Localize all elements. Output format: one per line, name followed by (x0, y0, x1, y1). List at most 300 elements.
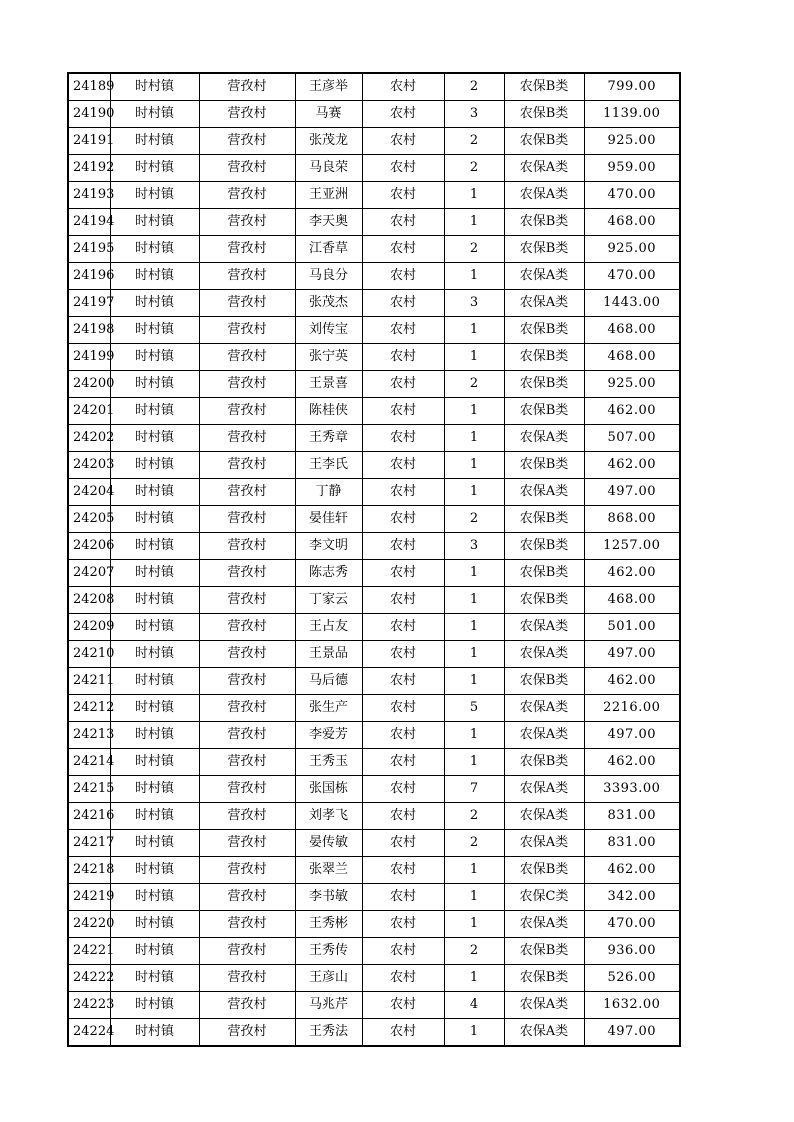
table-row (68, 587, 680, 614)
table-row (68, 911, 680, 938)
insurance-class-cell: 农保A类 (504, 155, 584, 182)
name-cell: 马后德 (295, 668, 362, 695)
insurance-class-cell: 农保A类 (504, 803, 584, 830)
name-cell: 丁静 (295, 479, 362, 506)
area-type-cell: 农村 (362, 317, 444, 344)
amount-cell: 462.00 (584, 398, 680, 425)
amount-cell: 925.00 (584, 371, 680, 398)
name-cell: 丁家云 (295, 587, 362, 614)
record-id-cell: 24193 (68, 182, 110, 209)
village-cell: 营孜村 (199, 425, 295, 452)
household-count-cell: 2 (444, 128, 504, 155)
village-cell: 营孜村 (199, 73, 295, 101)
household-count-cell: 1 (444, 263, 504, 290)
village-cell: 营孜村 (199, 209, 295, 236)
insurance-class-cell: 农保B类 (504, 938, 584, 965)
insurance-class-cell: 农保A类 (504, 1019, 584, 1047)
town-cell: 时村镇 (110, 425, 199, 452)
table-row (68, 614, 680, 641)
record-id-cell: 24201 (68, 398, 110, 425)
household-count-cell: 2 (444, 73, 504, 101)
village-cell: 营孜村 (199, 668, 295, 695)
name-cell: 马赛 (295, 101, 362, 128)
amount-cell: 462.00 (584, 452, 680, 479)
record-id-cell: 24205 (68, 506, 110, 533)
household-count-cell: 2 (444, 830, 504, 857)
name-cell: 刘传宝 (295, 317, 362, 344)
name-cell: 张宁英 (295, 344, 362, 371)
table-row (68, 290, 680, 317)
household-count-cell: 1 (444, 452, 504, 479)
record-id-cell: 24194 (68, 209, 110, 236)
record-id-cell: 24191 (68, 128, 110, 155)
insurance-class-cell: 农保A类 (504, 992, 584, 1019)
insurance-class-cell: 农保B类 (504, 560, 584, 587)
insurance-class-cell: 农保A类 (504, 695, 584, 722)
village-cell: 营孜村 (199, 290, 295, 317)
household-count-cell: 1 (444, 911, 504, 938)
town-cell: 时村镇 (110, 236, 199, 263)
area-type-cell: 农村 (362, 668, 444, 695)
name-cell: 王李氏 (295, 452, 362, 479)
area-type-cell: 农村 (362, 803, 444, 830)
area-type-cell: 农村 (362, 749, 444, 776)
record-id-cell: 24209 (68, 614, 110, 641)
table-row (68, 938, 680, 965)
household-count-cell: 7 (444, 776, 504, 803)
table-row (68, 749, 680, 776)
household-count-cell: 1 (444, 614, 504, 641)
area-type-cell: 农村 (362, 236, 444, 263)
area-type-cell: 农村 (362, 263, 444, 290)
household-count-cell: 1 (444, 560, 504, 587)
table-row (68, 506, 680, 533)
amount-cell: 468.00 (584, 587, 680, 614)
household-count-cell: 1 (444, 425, 504, 452)
household-count-cell: 1 (444, 749, 504, 776)
area-type-cell: 农村 (362, 182, 444, 209)
village-cell: 营孜村 (199, 128, 295, 155)
amount-cell: 497.00 (584, 641, 680, 668)
area-type-cell: 农村 (362, 73, 444, 101)
table-body (68, 73, 680, 1046)
record-id-cell: 24204 (68, 479, 110, 506)
household-count-cell: 1 (444, 587, 504, 614)
record-id-cell: 24211 (68, 668, 110, 695)
town-cell: 时村镇 (110, 317, 199, 344)
name-cell: 马良分 (295, 263, 362, 290)
insurance-class-cell: 农保B类 (504, 209, 584, 236)
insurance-class-cell: 农保B类 (504, 857, 584, 884)
amount-cell: 868.00 (584, 506, 680, 533)
record-id-cell: 24196 (68, 263, 110, 290)
amount-cell: 462.00 (584, 560, 680, 587)
town-cell: 时村镇 (110, 371, 199, 398)
record-id-cell: 24210 (68, 641, 110, 668)
area-type-cell: 农村 (362, 344, 444, 371)
insurance-class-cell: 农保B类 (504, 128, 584, 155)
insurance-class-cell: 农保A类 (504, 290, 584, 317)
town-cell: 时村镇 (110, 73, 199, 101)
name-cell: 江香草 (295, 236, 362, 263)
household-count-cell: 2 (444, 938, 504, 965)
insurance-class-cell: 农保B类 (504, 317, 584, 344)
record-id-cell: 24219 (68, 884, 110, 911)
table-row (68, 560, 680, 587)
record-id-cell: 24206 (68, 533, 110, 560)
amount-cell: 342.00 (584, 884, 680, 911)
household-count-cell: 2 (444, 155, 504, 182)
insurance-class-cell: 农保B类 (504, 965, 584, 992)
name-cell: 陈志秀 (295, 560, 362, 587)
name-cell: 陈桂侠 (295, 398, 362, 425)
town-cell: 时村镇 (110, 911, 199, 938)
amount-cell: 468.00 (584, 344, 680, 371)
household-count-cell: 1 (444, 398, 504, 425)
household-count-cell: 1 (444, 965, 504, 992)
village-cell: 营孜村 (199, 803, 295, 830)
household-count-cell: 3 (444, 101, 504, 128)
area-type-cell: 农村 (362, 965, 444, 992)
record-id-cell: 24214 (68, 749, 110, 776)
name-cell: 王秀玉 (295, 749, 362, 776)
amount-cell: 1257.00 (584, 533, 680, 560)
record-id-cell: 24199 (68, 344, 110, 371)
insurance-class-cell: 农保B类 (504, 73, 584, 101)
town-cell: 时村镇 (110, 344, 199, 371)
area-type-cell: 农村 (362, 452, 444, 479)
amount-cell: 507.00 (584, 425, 680, 452)
record-id-cell: 24217 (68, 830, 110, 857)
record-id-cell: 24195 (68, 236, 110, 263)
insurance-class-cell: 农保B类 (504, 236, 584, 263)
village-cell: 营孜村 (199, 749, 295, 776)
table-row (68, 803, 680, 830)
village-cell: 营孜村 (199, 965, 295, 992)
town-cell: 时村镇 (110, 587, 199, 614)
name-cell: 李爱芳 (295, 722, 362, 749)
area-type-cell: 农村 (362, 722, 444, 749)
table-row (68, 371, 680, 398)
village-cell: 营孜村 (199, 398, 295, 425)
name-cell: 王彦山 (295, 965, 362, 992)
table-row (68, 641, 680, 668)
town-cell: 时村镇 (110, 263, 199, 290)
table-row (68, 398, 680, 425)
record-id-cell: 24189 (68, 73, 110, 101)
insurance-class-cell: 农保B类 (504, 344, 584, 371)
area-type-cell: 农村 (362, 884, 444, 911)
table-row (68, 695, 680, 722)
area-type-cell: 农村 (362, 587, 444, 614)
amount-cell: 1443.00 (584, 290, 680, 317)
insurance-class-cell: 农保B类 (504, 506, 584, 533)
table-row (68, 209, 680, 236)
town-cell: 时村镇 (110, 776, 199, 803)
household-count-cell: 3 (444, 290, 504, 317)
name-cell: 王亚洲 (295, 182, 362, 209)
amount-cell: 470.00 (584, 263, 680, 290)
village-cell: 营孜村 (199, 344, 295, 371)
name-cell: 张生产 (295, 695, 362, 722)
name-cell: 王秀章 (295, 425, 362, 452)
name-cell: 马兆芹 (295, 992, 362, 1019)
amount-cell: 470.00 (584, 911, 680, 938)
name-cell: 晏佳轩 (295, 506, 362, 533)
village-cell: 营孜村 (199, 722, 295, 749)
amount-cell: 462.00 (584, 668, 680, 695)
town-cell: 时村镇 (110, 560, 199, 587)
area-type-cell: 农村 (362, 128, 444, 155)
name-cell: 王占友 (295, 614, 362, 641)
name-cell: 王景品 (295, 641, 362, 668)
area-type-cell: 农村 (362, 992, 444, 1019)
household-count-cell: 3 (444, 533, 504, 560)
amount-cell: 3393.00 (584, 776, 680, 803)
amount-cell: 462.00 (584, 857, 680, 884)
town-cell: 时村镇 (110, 641, 199, 668)
village-cell: 营孜村 (199, 236, 295, 263)
amount-cell: 470.00 (584, 182, 680, 209)
amount-cell: 468.00 (584, 317, 680, 344)
record-id-cell: 24198 (68, 317, 110, 344)
amount-cell: 497.00 (584, 722, 680, 749)
record-id-cell: 24207 (68, 560, 110, 587)
village-cell: 营孜村 (199, 857, 295, 884)
amount-cell: 936.00 (584, 938, 680, 965)
area-type-cell: 农村 (362, 560, 444, 587)
town-cell: 时村镇 (110, 506, 199, 533)
household-count-cell: 5 (444, 695, 504, 722)
amount-cell: 799.00 (584, 73, 680, 101)
village-cell: 营孜村 (199, 641, 295, 668)
village-cell: 营孜村 (199, 479, 295, 506)
record-id-cell: 24202 (68, 425, 110, 452)
household-count-cell: 2 (444, 236, 504, 263)
village-cell: 营孜村 (199, 317, 295, 344)
table-row (68, 317, 680, 344)
household-count-cell: 1 (444, 479, 504, 506)
area-type-cell: 农村 (362, 209, 444, 236)
record-id-cell: 24192 (68, 155, 110, 182)
village-cell: 营孜村 (199, 911, 295, 938)
town-cell: 时村镇 (110, 614, 199, 641)
town-cell: 时村镇 (110, 101, 199, 128)
name-cell: 王秀法 (295, 1019, 362, 1047)
table-row (68, 533, 680, 560)
town-cell: 时村镇 (110, 749, 199, 776)
insurance-class-cell: 农保A类 (504, 911, 584, 938)
record-id-cell: 24213 (68, 722, 110, 749)
table-row (68, 128, 680, 155)
town-cell: 时村镇 (110, 857, 199, 884)
insurance-class-cell: 农保A类 (504, 776, 584, 803)
insurance-class-cell: 农保A类 (504, 263, 584, 290)
town-cell: 时村镇 (110, 290, 199, 317)
table-row (68, 182, 680, 209)
name-cell: 李书敏 (295, 884, 362, 911)
table-row (68, 101, 680, 128)
area-type-cell: 农村 (362, 776, 444, 803)
amount-cell: 925.00 (584, 236, 680, 263)
table-row (68, 965, 680, 992)
village-cell: 营孜村 (199, 452, 295, 479)
area-type-cell: 农村 (362, 695, 444, 722)
village-cell: 营孜村 (199, 263, 295, 290)
town-cell: 时村镇 (110, 722, 199, 749)
table-row (68, 884, 680, 911)
amount-cell: 526.00 (584, 965, 680, 992)
area-type-cell: 农村 (362, 641, 444, 668)
insurance-class-cell: 农保A类 (504, 614, 584, 641)
town-cell: 时村镇 (110, 1019, 199, 1047)
amount-cell: 925.00 (584, 128, 680, 155)
records-table (67, 72, 681, 1047)
insurance-class-cell: 农保B类 (504, 749, 584, 776)
household-count-cell: 1 (444, 857, 504, 884)
village-cell: 营孜村 (199, 182, 295, 209)
table-row (68, 479, 680, 506)
insurance-class-cell: 农保B类 (504, 668, 584, 695)
name-cell: 张茂龙 (295, 128, 362, 155)
record-id-cell: 24222 (68, 965, 110, 992)
village-cell: 营孜村 (199, 560, 295, 587)
household-count-cell: 2 (444, 506, 504, 533)
record-id-cell: 24215 (68, 776, 110, 803)
household-count-cell: 4 (444, 992, 504, 1019)
record-id-cell: 24224 (68, 1019, 110, 1047)
village-cell: 营孜村 (199, 1019, 295, 1047)
village-cell: 营孜村 (199, 695, 295, 722)
area-type-cell: 农村 (362, 425, 444, 452)
town-cell: 时村镇 (110, 938, 199, 965)
record-id-cell: 24203 (68, 452, 110, 479)
amount-cell: 497.00 (584, 479, 680, 506)
village-cell: 营孜村 (199, 992, 295, 1019)
village-cell: 营孜村 (199, 614, 295, 641)
name-cell: 王景喜 (295, 371, 362, 398)
insurance-class-cell: 农保B类 (504, 371, 584, 398)
village-cell: 营孜村 (199, 938, 295, 965)
town-cell: 时村镇 (110, 884, 199, 911)
name-cell: 张国栋 (295, 776, 362, 803)
insurance-class-cell: 农保A类 (504, 425, 584, 452)
household-count-cell: 1 (444, 209, 504, 236)
village-cell: 营孜村 (199, 371, 295, 398)
village-cell: 营孜村 (199, 884, 295, 911)
name-cell: 王秀彬 (295, 911, 362, 938)
town-cell: 时村镇 (110, 182, 199, 209)
record-id-cell: 24212 (68, 695, 110, 722)
area-type-cell: 农村 (362, 398, 444, 425)
record-id-cell: 24220 (68, 911, 110, 938)
village-cell: 营孜村 (199, 506, 295, 533)
record-id-cell: 24197 (68, 290, 110, 317)
record-id-cell: 24216 (68, 803, 110, 830)
town-cell: 时村镇 (110, 155, 199, 182)
amount-cell: 497.00 (584, 1019, 680, 1047)
area-type-cell: 农村 (362, 101, 444, 128)
table-row (68, 722, 680, 749)
amount-cell: 501.00 (584, 614, 680, 641)
insurance-class-cell: 农保A类 (504, 641, 584, 668)
town-cell: 时村镇 (110, 830, 199, 857)
table-row (68, 236, 680, 263)
name-cell: 张茂杰 (295, 290, 362, 317)
record-id-cell: 24218 (68, 857, 110, 884)
insurance-class-cell: 农保B类 (504, 587, 584, 614)
area-type-cell: 农村 (362, 614, 444, 641)
table-row (68, 992, 680, 1019)
name-cell: 张翠兰 (295, 857, 362, 884)
name-cell: 李文明 (295, 533, 362, 560)
table-row (68, 1019, 680, 1047)
insurance-class-cell: 农保A类 (504, 182, 584, 209)
amount-cell: 959.00 (584, 155, 680, 182)
household-count-cell: 1 (444, 884, 504, 911)
record-id-cell: 24221 (68, 938, 110, 965)
household-count-cell: 2 (444, 803, 504, 830)
record-id-cell: 24190 (68, 101, 110, 128)
amount-cell: 462.00 (584, 749, 680, 776)
town-cell: 时村镇 (110, 965, 199, 992)
household-count-cell: 1 (444, 1019, 504, 1047)
town-cell: 时村镇 (110, 479, 199, 506)
area-type-cell: 农村 (362, 155, 444, 182)
record-id-cell: 24208 (68, 587, 110, 614)
amount-cell: 1632.00 (584, 992, 680, 1019)
village-cell: 营孜村 (199, 101, 295, 128)
insurance-class-cell: 农保A类 (504, 722, 584, 749)
insurance-class-cell: 农保B类 (504, 101, 584, 128)
area-type-cell: 农村 (362, 911, 444, 938)
area-type-cell: 农村 (362, 830, 444, 857)
area-type-cell: 农村 (362, 533, 444, 560)
town-cell: 时村镇 (110, 533, 199, 560)
table-row (68, 155, 680, 182)
table-row (68, 452, 680, 479)
table-row (68, 344, 680, 371)
amount-cell: 1139.00 (584, 101, 680, 128)
town-cell: 时村镇 (110, 992, 199, 1019)
table-row (68, 830, 680, 857)
table-row (68, 425, 680, 452)
area-type-cell: 农村 (362, 479, 444, 506)
town-cell: 时村镇 (110, 128, 199, 155)
insurance-class-cell: 农保C类 (504, 884, 584, 911)
name-cell: 马良荣 (295, 155, 362, 182)
table-row (68, 668, 680, 695)
village-cell: 营孜村 (199, 155, 295, 182)
area-type-cell: 农村 (362, 290, 444, 317)
name-cell: 刘孝飞 (295, 803, 362, 830)
area-type-cell: 农村 (362, 506, 444, 533)
amount-cell: 2216.00 (584, 695, 680, 722)
amount-cell: 831.00 (584, 830, 680, 857)
insurance-class-cell: 农保A类 (504, 479, 584, 506)
insurance-class-cell: 农保A类 (504, 830, 584, 857)
village-cell: 营孜村 (199, 776, 295, 803)
name-cell: 李天奥 (295, 209, 362, 236)
table-row (68, 73, 680, 101)
table-row (68, 776, 680, 803)
household-count-cell: 1 (444, 182, 504, 209)
household-count-cell: 1 (444, 668, 504, 695)
area-type-cell: 农村 (362, 857, 444, 884)
record-id-cell: 24223 (68, 992, 110, 1019)
town-cell: 时村镇 (110, 803, 199, 830)
town-cell: 时村镇 (110, 398, 199, 425)
